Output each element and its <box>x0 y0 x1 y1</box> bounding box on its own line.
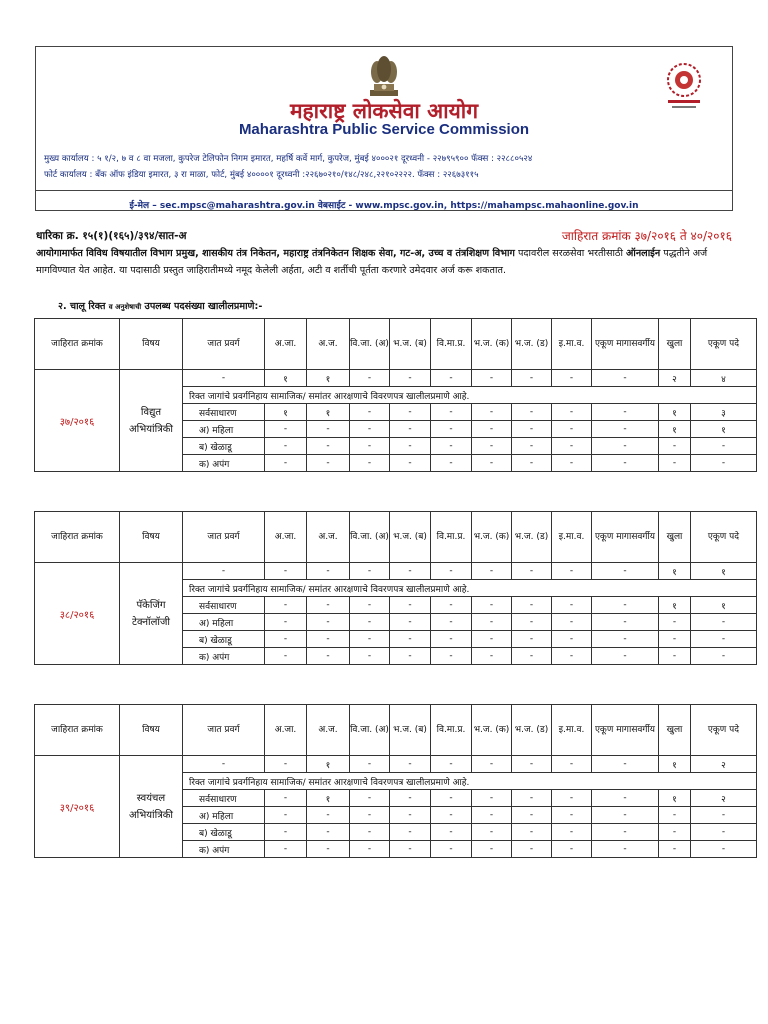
table-row: अ) महिला - - - - - - - - - - - <box>35 614 757 631</box>
col-header: जात प्रवर्ग <box>183 705 265 756</box>
col-header: एकूण मागासवर्गीय <box>592 319 659 370</box>
intro-online-text: ऑनलाईन <box>626 248 661 259</box>
col-header: अ.जा. <box>265 705 307 756</box>
col-header: जात प्रवर्ग <box>183 319 265 370</box>
table-row: सर्वसाधारण - १ - - - - - - - १ २ <box>35 790 757 807</box>
col-header: जाहिरात क्रमांक <box>35 512 120 563</box>
col-header: अ.ज. <box>307 512 350 563</box>
col-header: भ.ज. (ड) <box>512 512 552 563</box>
ad-number: ३७/२०१६ <box>35 370 120 472</box>
reservation-note: रिक्त जागांचे प्रवर्गनिहाय सामाजिक/ समांतर आरक्षणाचे विवरणपत्र खालीलप्रमाणे आहे. <box>183 387 757 404</box>
subject: विद्युत अभियांत्रिकी <box>120 370 183 472</box>
col-header: इ.मा.व. <box>552 512 592 563</box>
reservation-note: रिक्त जागांचे प्रवर्गनिहाय सामाजिक/ समांतर आरक्षणाचे विवरणपत्र खालीलप्रमाणे आहे. <box>183 580 757 597</box>
col-header: भ.ज. (ड) <box>512 705 552 756</box>
commission-title-marathi: महाराष्ट्र लोकसेवा आयोग <box>289 99 479 123</box>
table-row: ब) खेळाडू - - - - - - - - - - - <box>35 438 757 455</box>
table-row: सर्वसाधारण १ १ - - - - - - - १ ३ <box>35 404 757 421</box>
table-row: ३८/२०१६ पॅकेजिंग टेक्नॉलॉजी - - - - - - - - - - १ १ <box>35 563 757 580</box>
col-header: एकूण मागासवर्गीय <box>592 512 659 563</box>
col-header: खुला <box>659 512 691 563</box>
reservation-note: रिक्त जागांचे प्रवर्गनिहाय सामाजिक/ समांतर आरक्षणाचे विवरणपत्र खालीलप्रमाणे आहे. <box>183 773 757 790</box>
col-header: अ.ज. <box>307 319 350 370</box>
col-header: जात प्रवर्ग <box>183 512 265 563</box>
ad-number: ३८/२०१६ <box>35 563 120 665</box>
col-header: भ.ज. (क) <box>472 512 512 563</box>
col-header: वि.जा. (अ) <box>350 705 390 756</box>
intro-paragraph <box>36 245 736 279</box>
table-header-row <box>35 705 757 756</box>
col-header: एकूण मागासवर्गीय <box>592 705 659 756</box>
intro-text-2: पद्धतीने अर्ज मागविण्यात येत आहेत. या पदासाठी प्रस्तुत जाहिरातीमध्ये नमूद केलेली अर्हता, अटी व शर्तीची पूर्तता करणारे उमेदवार अर्ज करू शकतात. <box>36 248 708 276</box>
col-header: विषय <box>120 319 183 370</box>
section-title: २. चालू रिक्त व अनुशेषाची उपलब्ध पदसंख्या खालीलप्रमाणे:- <box>58 301 263 312</box>
intro-text-1: पदावरील सरळसेवा भरतीसाठी <box>514 248 627 259</box>
table-header-row <box>35 319 757 370</box>
col-header: खुला <box>659 705 691 756</box>
col-header: अ.ज. <box>307 705 350 756</box>
commission-title-english: Maharashtra Public Service Commission <box>238 121 530 138</box>
col-header: एकूण पदे <box>691 705 757 756</box>
col-header: अ.जा. <box>265 319 307 370</box>
table-row: सर्वसाधारण - - - - - - - - - १ १ <box>35 597 757 614</box>
col-header: वि.मा.प्र. <box>431 705 472 756</box>
col-header: अ.जा. <box>265 512 307 563</box>
col-header: भ.ज. (ड) <box>512 319 552 370</box>
vacancy-table-37 <box>34 318 757 472</box>
ad-number: ३९/२०१६ <box>35 756 120 858</box>
header-divider <box>36 190 732 191</box>
col-header: वि.मा.प्र. <box>431 512 472 563</box>
table-row: ब) खेळाडू - - - - - - - - - - - <box>35 631 757 648</box>
table-row: ब) खेळाडू - - - - - - - - - - - <box>35 824 757 841</box>
table-row: क) अपंग - - - - - - - - - - - <box>35 841 757 858</box>
col-header: वि.जा. (अ) <box>350 512 390 563</box>
advertisement-range: जाहिरात क्रमांक ३७/२०१६ ते ४०/२०१६ <box>561 229 732 243</box>
col-header: वि.जा. (अ) <box>350 319 390 370</box>
table-row: ३९/२०१६ स्वयंचल अभियांत्रिकी - - १ - - - - - - - १ २ <box>35 756 757 773</box>
vacancy-table-39 <box>34 704 757 858</box>
col-header: एकूण पदे <box>691 319 757 370</box>
file-number: धारिका क्र. १५(१)(१६५)/३९४/सात-अ <box>36 230 187 242</box>
subject: पॅकेजिंग टेक्नॉलॉजी <box>120 563 183 665</box>
contact-line: ई-मेल – sec.mpsc@maharashtra.gov.in वेबसाईट - www.mpsc.gov.in, https://mahampsc.mahaonline.gov.in <box>129 201 639 211</box>
col-header: भ.ज. (ब) <box>390 705 431 756</box>
national-emblem-icon <box>364 54 404 100</box>
table-row: अ) महिला - - - - - - - - - १ १ <box>35 421 757 438</box>
col-header: जाहिरात क्रमांक <box>35 319 120 370</box>
col-header: भ.ज. (क) <box>472 705 512 756</box>
table-header-row <box>35 512 757 563</box>
col-header: इ.मा.व. <box>552 319 592 370</box>
table-row: क) अपंग - - - - - - - - - - - <box>35 648 757 665</box>
col-header: भ.ज. (ब) <box>390 319 431 370</box>
table-row: क) अपंग - - - - - - - - - - - <box>35 455 757 472</box>
vacancy-table-38 <box>34 511 757 665</box>
subject: स्वयंचल अभियांत्रिकी <box>120 756 183 858</box>
fort-office-address: फोर्ट कार्यालय : बॅंक ऑफ इंडिया इमारत, ३ रा माळा, फोर्ट, मुंबई ४००००१ दूरध्वनी :२२६७०२१०/१४८/२४८,२२१०२२२२. फॅक्स : २२६७३११५ <box>44 170 479 180</box>
col-header: जाहिरात क्रमांक <box>35 705 120 756</box>
col-header: भ.ज. (क) <box>472 319 512 370</box>
col-header: भ.ज. (ब) <box>390 512 431 563</box>
table-row: ३७/२०१६ विद्युत अभियांत्रिकी - १ १ - - - - - - - २ ४ <box>35 370 757 387</box>
intro-bold-text: आयोगामार्फत विविध विषयातील विभाग प्रमुख, शासकीय तंत्र निकेतन, महाराष्ट्र तंत्रनिकेतन शिक्षक सेवा, गट-अ, उच्च व तंत्रशिक्षण विभाग <box>36 248 515 259</box>
col-header: खुला <box>659 319 691 370</box>
col-header: विषय <box>120 512 183 563</box>
col-header: एकूण पदे <box>691 512 757 563</box>
col-header: वि.मा.प्र. <box>431 319 472 370</box>
col-header: विषय <box>120 705 183 756</box>
table-row: अ) महिला - - - - - - - - - - - <box>35 807 757 824</box>
col-header: इ.मा.व. <box>552 705 592 756</box>
head-office-address: मुख्य कार्यालय : ५ १/२, ७ व ८ वा मजला, कुपरेज टेलिफोन निगम इमारत, महर्षि कर्वे मार्ग, कुपरेज, मुंबई ४०००२१ दूरध्वनी - २२७९५९०० फॅक्स : २२८८०५२४ <box>44 154 533 164</box>
